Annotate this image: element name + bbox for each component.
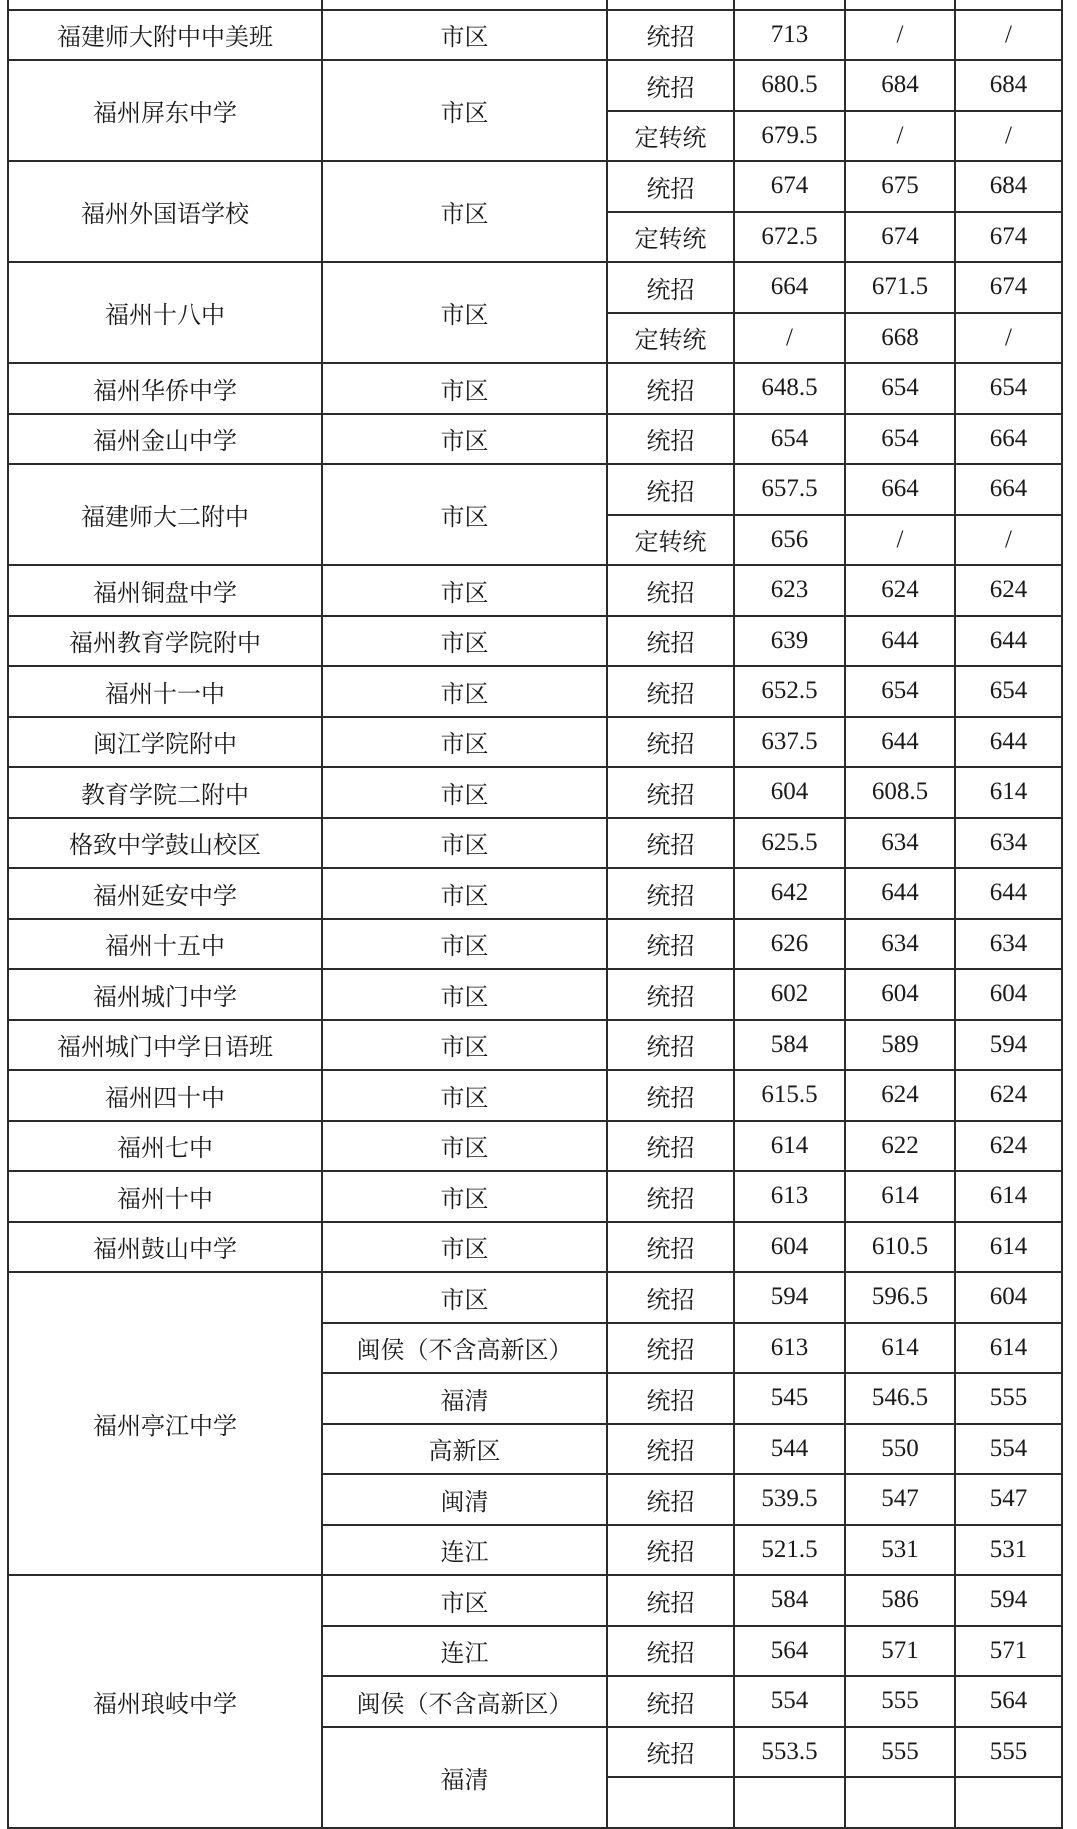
admission-type-cell: 统招: [607, 868, 734, 919]
score-cell: 584: [734, 1020, 845, 1071]
school-name-cell: 福州十一中: [8, 666, 322, 717]
region-cell: 市区: [322, 666, 607, 717]
score-cell: 668: [845, 313, 955, 364]
score-cell: /: [955, 515, 1062, 566]
score-cell: 644: [955, 868, 1062, 919]
admission-type-cell: 统招: [607, 1121, 734, 1172]
school-name-cell: 福州琅岐中学: [8, 1575, 322, 1828]
admission-type-cell: 统招: [607, 464, 734, 515]
region-cell: 市区: [322, 767, 607, 818]
school-name-cell: 福州延安中学: [8, 868, 322, 919]
admission-type-cell: 统招: [607, 1626, 734, 1677]
admission-type-cell: 统招: [607, 1525, 734, 1576]
region-cell: 市区: [322, 161, 607, 262]
school-name-cell: 福州城门中学日语班: [8, 1020, 322, 1071]
region-cell: 市区: [322, 1121, 607, 1172]
school-name-cell: 福州华侨中学: [8, 363, 322, 414]
score-cell: 684: [845, 60, 955, 111]
score-cell: 604: [955, 969, 1062, 1020]
score-cell: 554: [734, 1676, 845, 1727]
admission-type-cell: 定转统: [607, 111, 734, 162]
score-cell: 555: [845, 1727, 955, 1778]
score-cell: 608.5: [845, 767, 955, 818]
region-cell: 市区: [322, 1020, 607, 1071]
admission-type-cell: 统招: [607, 666, 734, 717]
score-cell: 674: [734, 161, 845, 212]
admission-score-table: [7, 0, 1063, 1829]
score-cell: 674: [845, 212, 955, 263]
school-name-cell: 闽江学院附中: [8, 717, 322, 768]
admission-type-cell: 定转统: [607, 313, 734, 364]
score-cell: 546.5: [845, 1373, 955, 1424]
school-name-cell: 福建师大附中中美班: [8, 10, 322, 61]
admission-type-cell: [607, 1777, 734, 1828]
region-cell: 市区: [322, 868, 607, 919]
admission-type-cell: 统招: [607, 414, 734, 465]
score-cell: 555: [845, 1676, 955, 1727]
score-cell: 652.5: [734, 666, 845, 717]
admission-type-cell: 统招: [607, 60, 734, 111]
region-cell: 市区: [322, 464, 607, 565]
school-name-cell: 福州外国语学校: [8, 161, 322, 262]
score-cell: 604: [845, 969, 955, 1020]
score-cell: 547: [845, 1474, 955, 1525]
region-cell: 市区: [322, 363, 607, 414]
admission-type-cell: 统招: [607, 1323, 734, 1374]
score-cell: [845, 1777, 955, 1828]
region-cell: 市区: [322, 60, 607, 161]
score-cell: 654: [845, 666, 955, 717]
table-row: [8, 464, 1062, 515]
score-cell: [845, 0, 955, 10]
score-cell: 571: [845, 1626, 955, 1677]
score-cell: /: [955, 10, 1062, 61]
score-cell: 654: [845, 363, 955, 414]
score-cell: /: [845, 111, 955, 162]
region-cell: 市区: [322, 1222, 607, 1273]
score-cell: [955, 1777, 1062, 1828]
admission-type-cell: 统招: [607, 767, 734, 818]
score-cell: 545: [734, 1373, 845, 1424]
score-cell: 604: [734, 1222, 845, 1273]
school-name-cell: 福建师大二附中: [8, 464, 322, 565]
score-cell: 634: [955, 818, 1062, 869]
school-name-cell: 福州城门中学: [8, 969, 322, 1020]
score-cell: 644: [845, 717, 955, 768]
score-cell: 684: [955, 161, 1062, 212]
score-cell: 625.5: [734, 818, 845, 869]
score-cell: 674: [955, 212, 1062, 263]
score-cell: /: [845, 515, 955, 566]
region-cell: 市区: [322, 717, 607, 768]
region-cell: 市区: [322, 1070, 607, 1121]
score-cell: 675: [845, 161, 955, 212]
admission-type-cell: 统招: [607, 1676, 734, 1727]
score-cell: 594: [955, 1575, 1062, 1626]
score-cell: 555: [955, 1727, 1062, 1778]
table-row: [8, 262, 1062, 313]
score-cell: 553.5: [734, 1727, 845, 1778]
score-cell: 664: [734, 262, 845, 313]
score-cell: 642: [734, 868, 845, 919]
score-cell: 674: [955, 262, 1062, 313]
score-cell: 604: [734, 767, 845, 818]
admission-type-cell: 统招: [607, 818, 734, 869]
score-cell: 539.5: [734, 1474, 845, 1525]
score-cell: 564: [734, 1626, 845, 1677]
region-cell: 连江: [322, 1525, 607, 1576]
score-cell: 656: [734, 515, 845, 566]
school-name-cell: 格致中学鼓山校区: [8, 818, 322, 869]
score-cell: 624: [955, 1070, 1062, 1121]
score-cell: 664: [955, 414, 1062, 465]
score-cell: 671.5: [845, 262, 955, 313]
region-cell: 闽侯（不含高新区）: [322, 1676, 607, 1727]
school-name-cell: [8, 0, 322, 10]
score-cell: 684: [955, 60, 1062, 111]
table-row: [8, 969, 1062, 1020]
admission-type-cell: [607, 0, 734, 10]
score-cell: 654: [734, 414, 845, 465]
table-row: [8, 363, 1062, 414]
score-cell: 614: [955, 1171, 1062, 1222]
score-cell: 637.5: [734, 717, 845, 768]
score-cell: 664: [955, 464, 1062, 515]
score-cell: 544: [734, 1424, 845, 1475]
admission-type-cell: 统招: [607, 1575, 734, 1626]
region-cell: 福清: [322, 1727, 607, 1828]
score-cell: 531: [845, 1525, 955, 1576]
score-cell: 654: [955, 363, 1062, 414]
admission-type-cell: 统招: [607, 1727, 734, 1778]
region-cell: 市区: [322, 262, 607, 363]
school-name-cell: 福州十五中: [8, 919, 322, 970]
region-cell: [322, 0, 607, 10]
school-name-cell: 福州四十中: [8, 1070, 322, 1121]
score-cell: 654: [845, 414, 955, 465]
score-cell: 596.5: [845, 1272, 955, 1323]
table-row: [8, 868, 1062, 919]
score-cell: 550: [845, 1424, 955, 1475]
score-cell: 672.5: [734, 212, 845, 263]
admission-type-cell: 统招: [607, 717, 734, 768]
region-cell: 闽侯（不含高新区）: [322, 1323, 607, 1374]
score-cell: 586: [845, 1575, 955, 1626]
score-cell: 664: [845, 464, 955, 515]
school-name-cell: 福州七中: [8, 1121, 322, 1172]
score-cell: /: [734, 313, 845, 364]
score-cell: 555: [955, 1373, 1062, 1424]
score-cell: 634: [845, 818, 955, 869]
score-cell: 613: [734, 1171, 845, 1222]
region-cell: 市区: [322, 616, 607, 667]
table-row: [8, 1272, 1062, 1323]
admission-type-cell: 统招: [607, 262, 734, 313]
admission-type-cell: 统招: [607, 969, 734, 1020]
admission-type-cell: 统招: [607, 1171, 734, 1222]
region-cell: 市区: [322, 1272, 607, 1323]
score-cell: 680.5: [734, 60, 845, 111]
table-row: [8, 767, 1062, 818]
admission-type-cell: 统招: [607, 565, 734, 616]
region-cell: 市区: [322, 919, 607, 970]
table-row: [8, 10, 1062, 61]
score-cell: 644: [955, 616, 1062, 667]
score-cell: 657.5: [734, 464, 845, 515]
table-row: [8, 1020, 1062, 1071]
score-cell: 594: [734, 1272, 845, 1323]
admission-type-cell: 统招: [607, 616, 734, 667]
table-row: [8, 414, 1062, 465]
admission-type-cell: 定转统: [607, 515, 734, 566]
admission-type-cell: 统招: [607, 161, 734, 212]
score-cell: 584: [734, 1575, 845, 1626]
table-row: [8, 1575, 1062, 1626]
table-row: [8, 1171, 1062, 1222]
region-cell: 高新区: [322, 1424, 607, 1475]
score-cell: 614: [955, 1222, 1062, 1273]
score-cell: 610.5: [845, 1222, 955, 1273]
admission-type-cell: 统招: [607, 10, 734, 61]
score-cell: 547: [955, 1474, 1062, 1525]
score-cell: 589: [845, 1020, 955, 1071]
score-cell: 626: [734, 919, 845, 970]
admission-type-cell: 统招: [607, 1272, 734, 1323]
region-cell: 市区: [322, 818, 607, 869]
region-cell: 连江: [322, 1626, 607, 1677]
region-cell: 市区: [322, 1575, 607, 1626]
table-row: [8, 565, 1062, 616]
table-row: [8, 1070, 1062, 1121]
table-row: [8, 818, 1062, 869]
region-cell: 闽清: [322, 1474, 607, 1525]
score-cell: [734, 1777, 845, 1828]
score-cell: 602: [734, 969, 845, 1020]
score-cell: /: [845, 10, 955, 61]
region-cell: 市区: [322, 565, 607, 616]
score-cell: /: [955, 111, 1062, 162]
region-cell: 福清: [322, 1373, 607, 1424]
score-cell: 713: [734, 10, 845, 61]
score-cell: 604: [955, 1272, 1062, 1323]
score-cell: 624: [845, 565, 955, 616]
score-cell: 623: [734, 565, 845, 616]
table-row: [8, 161, 1062, 212]
score-cell: 521.5: [734, 1525, 845, 1576]
table-row: [8, 1222, 1062, 1273]
score-table-body: [8, 0, 1062, 1828]
table-row: [8, 0, 1062, 10]
score-cell: 634: [955, 919, 1062, 970]
admission-type-cell: 统招: [607, 1020, 734, 1071]
school-name-cell: 福州鼓山中学: [8, 1222, 322, 1273]
admission-type-cell: 统招: [607, 1222, 734, 1273]
score-cell: /: [955, 313, 1062, 364]
admission-type-cell: 统招: [607, 919, 734, 970]
admission-type-cell: 统招: [607, 1373, 734, 1424]
school-name-cell: 福州十中: [8, 1171, 322, 1222]
score-cell: 639: [734, 616, 845, 667]
score-cell: 654: [955, 666, 1062, 717]
score-cell: 644: [955, 717, 1062, 768]
region-cell: 市区: [322, 1171, 607, 1222]
score-cell: 648.5: [734, 363, 845, 414]
region-cell: 市区: [322, 10, 607, 61]
admission-type-cell: 定转统: [607, 212, 734, 263]
score-cell: 554: [955, 1424, 1062, 1475]
school-name-cell: 福州屏东中学: [8, 60, 322, 161]
score-cell: 564: [955, 1676, 1062, 1727]
school-name-cell: 教育学院二附中: [8, 767, 322, 818]
score-cell: 594: [955, 1020, 1062, 1071]
table-row: [8, 666, 1062, 717]
admission-type-cell: 统招: [607, 1474, 734, 1525]
school-name-cell: 福州教育学院附中: [8, 616, 322, 667]
score-cell: 614: [734, 1121, 845, 1172]
admission-type-cell: 统招: [607, 363, 734, 414]
score-cell: 624: [845, 1070, 955, 1121]
score-cell: 531: [955, 1525, 1062, 1576]
score-cell: [734, 0, 845, 10]
school-name-cell: 福州亭江中学: [8, 1272, 322, 1575]
score-cell: 571: [955, 1626, 1062, 1677]
score-cell: 679.5: [734, 111, 845, 162]
score-cell: 634: [845, 919, 955, 970]
region-cell: 市区: [322, 414, 607, 465]
score-cell: 622: [845, 1121, 955, 1172]
school-name-cell: 福州金山中学: [8, 414, 322, 465]
score-cell: 644: [845, 616, 955, 667]
score-cell: [955, 0, 1062, 10]
score-cell: 613: [734, 1323, 845, 1374]
score-cell: 644: [845, 868, 955, 919]
table-row: [8, 919, 1062, 970]
admission-type-cell: 统招: [607, 1070, 734, 1121]
table-row: [8, 616, 1062, 667]
school-name-cell: 福州十八中: [8, 262, 322, 363]
table-row: [8, 1121, 1062, 1172]
region-cell: 市区: [322, 969, 607, 1020]
table-row: [8, 60, 1062, 111]
score-cell: 614: [845, 1323, 955, 1374]
school-name-cell: 福州铜盘中学: [8, 565, 322, 616]
score-cell: 624: [955, 1121, 1062, 1172]
score-cell: 624: [955, 565, 1062, 616]
table-row: [8, 717, 1062, 768]
score-cell: 614: [955, 1323, 1062, 1374]
score-cell: 614: [845, 1171, 955, 1222]
score-cell: 615.5: [734, 1070, 845, 1121]
admission-type-cell: 统招: [607, 1424, 734, 1475]
score-cell: 614: [955, 767, 1062, 818]
